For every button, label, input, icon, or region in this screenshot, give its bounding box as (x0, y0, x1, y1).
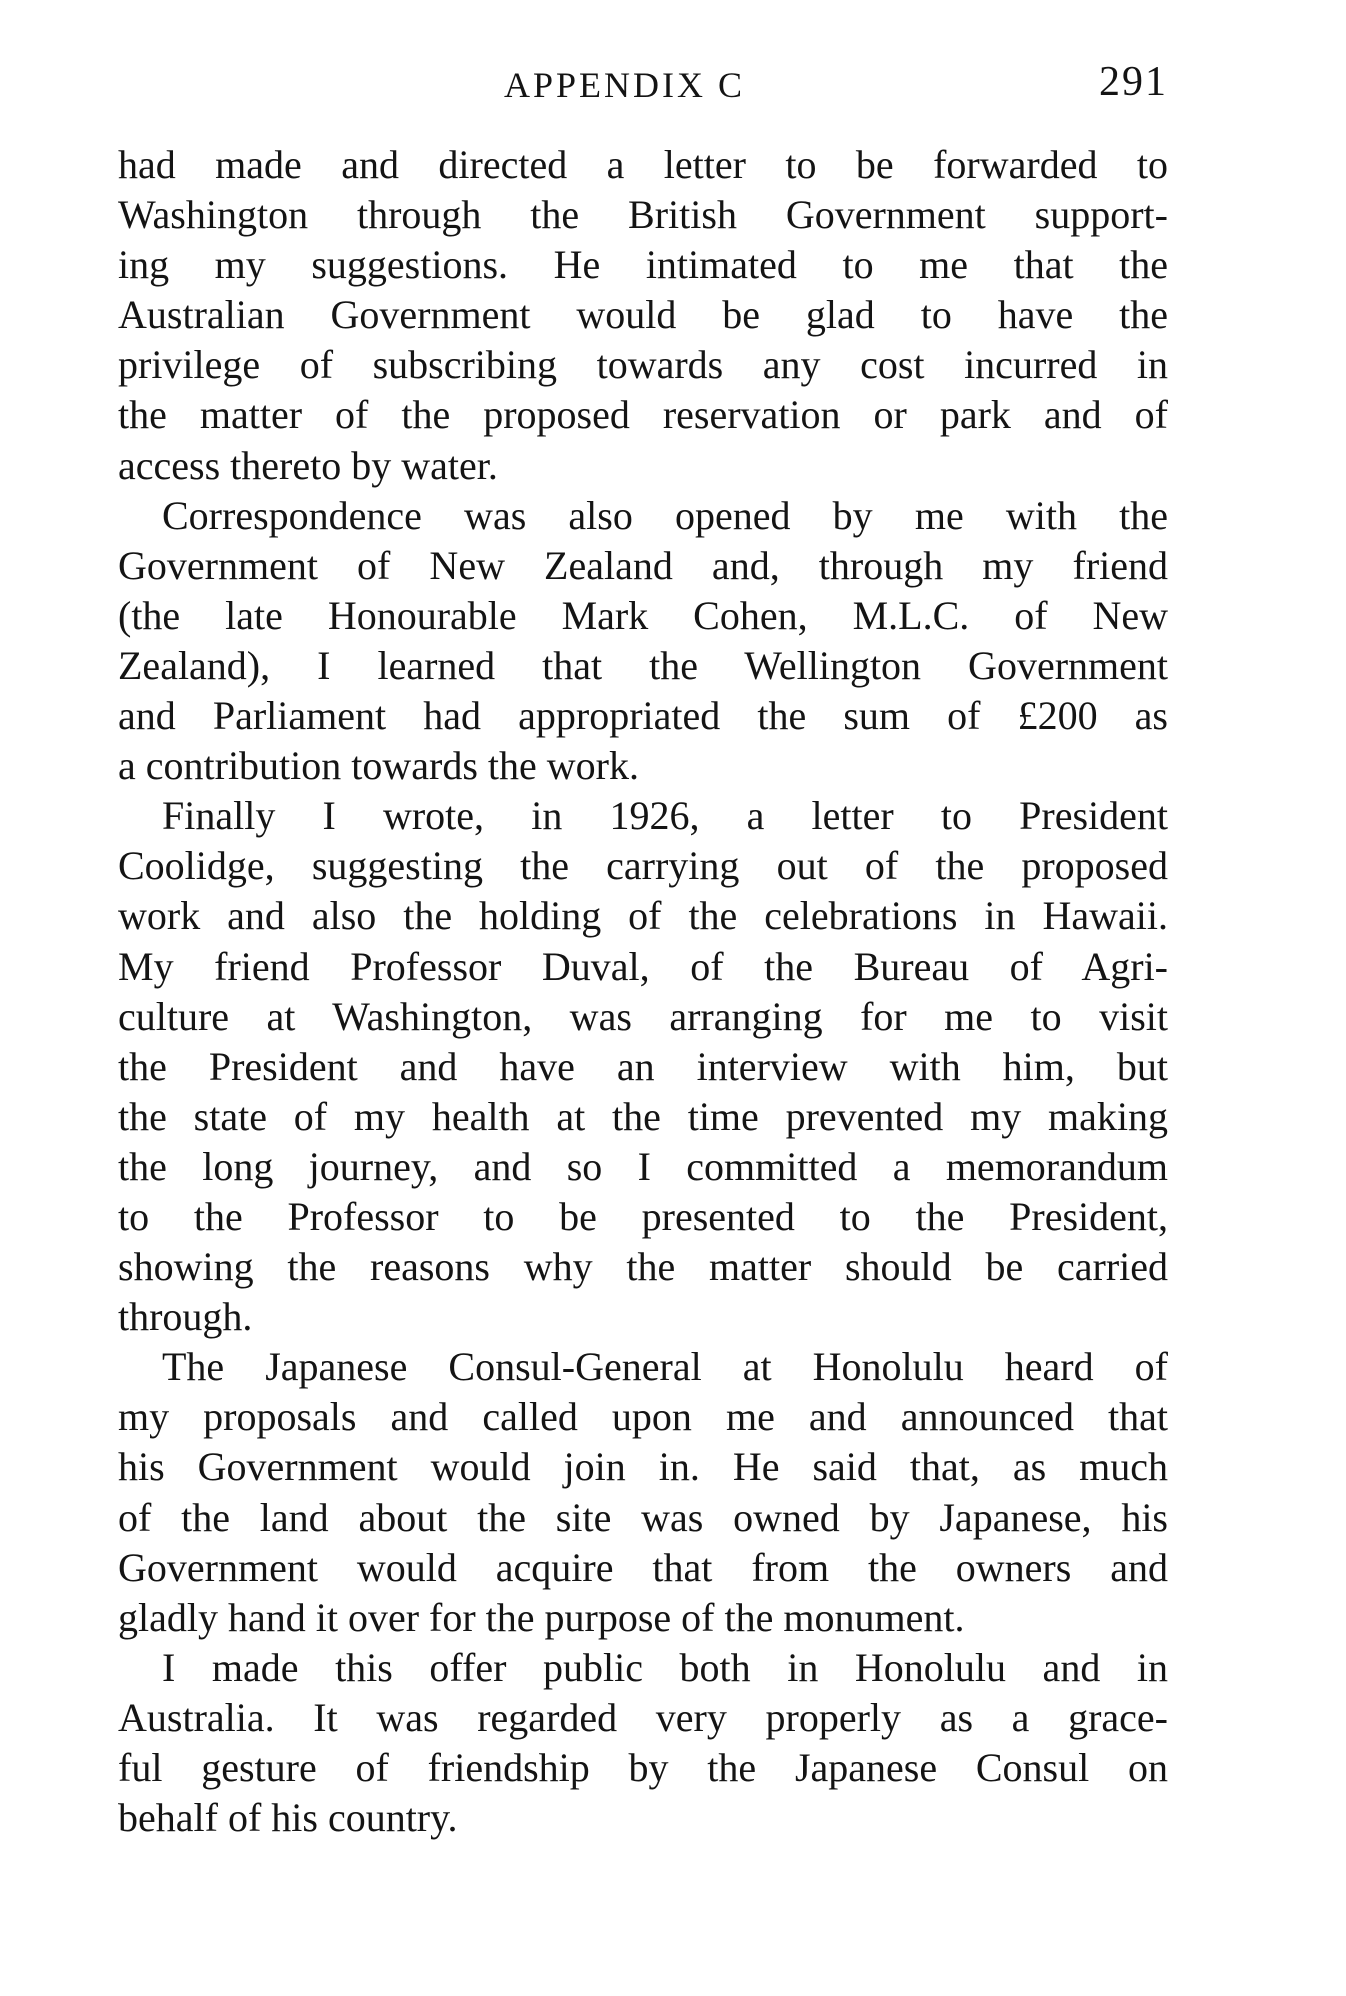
text-line: I made this offer public both in Honolulu and in (162, 1644, 1168, 1690)
text-line: a contribution towards the work. (118, 743, 639, 789)
text-line: to the Professor to be presented to the President, (118, 1193, 1168, 1239)
text-line: Correspondence was also opened by me with the (162, 492, 1168, 538)
paragraph (118, 491, 1168, 792)
paragraph (118, 1643, 1168, 1843)
text-line: Government of New Zealand and, through my friend (118, 542, 1168, 588)
text-line: culture at Washington, was arranging for me to visit (118, 993, 1168, 1039)
text-line: had made and directed a letter to be forwarded to (118, 142, 1168, 187)
text-line: through. (118, 1294, 253, 1340)
text-line: the President and have an interview with him, but (118, 1043, 1168, 1089)
text-line: Finally I wrote, in 1926, a letter to President (162, 793, 1168, 839)
text-line: the long journey, and so I committed a memorandum (118, 1143, 1168, 1189)
paragraph (118, 1342, 1168, 1643)
text-line: The Japanese Consul-General at Honolulu heard of (162, 1344, 1168, 1390)
text-line: Government would acquire that from the owners and (118, 1544, 1168, 1590)
text-line: Australia. It was regarded very properly as a grace- (118, 1694, 1168, 1740)
text-line: privilege of subscribing towards any cost incurred in (118, 342, 1168, 388)
text-line: work and also the holding of the celebrations in Hawaii. (118, 893, 1168, 939)
page-number: 291 (1099, 59, 1168, 105)
text-line: and Parliament had appropriated the sum of £200 as (118, 693, 1168, 739)
text-line: behalf of his country. (118, 1795, 458, 1841)
text-line: ful gesture of friendship by the Japanese Consul on (118, 1745, 1168, 1790)
text-line: my proposals and called upon me and announced that (118, 1394, 1168, 1440)
text-line: Washington through the British Government support- (118, 192, 1168, 238)
text-line: Coolidge, suggesting the carrying out of the proposed (118, 843, 1168, 889)
text-line: the matter of the proposed reservation or park and of (118, 392, 1168, 438)
text-line: access thereto by water. (118, 442, 498, 488)
text-line: ing my suggestions. He intimated to me that the (118, 242, 1168, 288)
text-line: his Government would join in. He said that, as much (118, 1444, 1168, 1490)
text-line: My friend Professor Duval, of the Bureau of Agri- (118, 943, 1168, 989)
text-line: gladly hand it over for the purpose of the monument. (118, 1594, 965, 1640)
text-line: showing the reasons why the matter should be carried (118, 1244, 1168, 1290)
text-line: Zealand), I learned that the Wellington Government (118, 642, 1168, 688)
running-head (118, 58, 1168, 110)
text-line: the state of my health at the time prevented my making (118, 1093, 1168, 1139)
running-title: APPENDIX C (504, 65, 746, 105)
body-text (118, 140, 1168, 1843)
text-line: Australian Government would be glad to have the (118, 292, 1168, 338)
paragraph (118, 140, 1168, 491)
text-line: of the land about the site was owned by Japanese, his (118, 1494, 1168, 1540)
paragraph (118, 791, 1168, 1342)
text-line: (the late Honourable Mark Cohen, M.L.C. of New (118, 592, 1168, 638)
